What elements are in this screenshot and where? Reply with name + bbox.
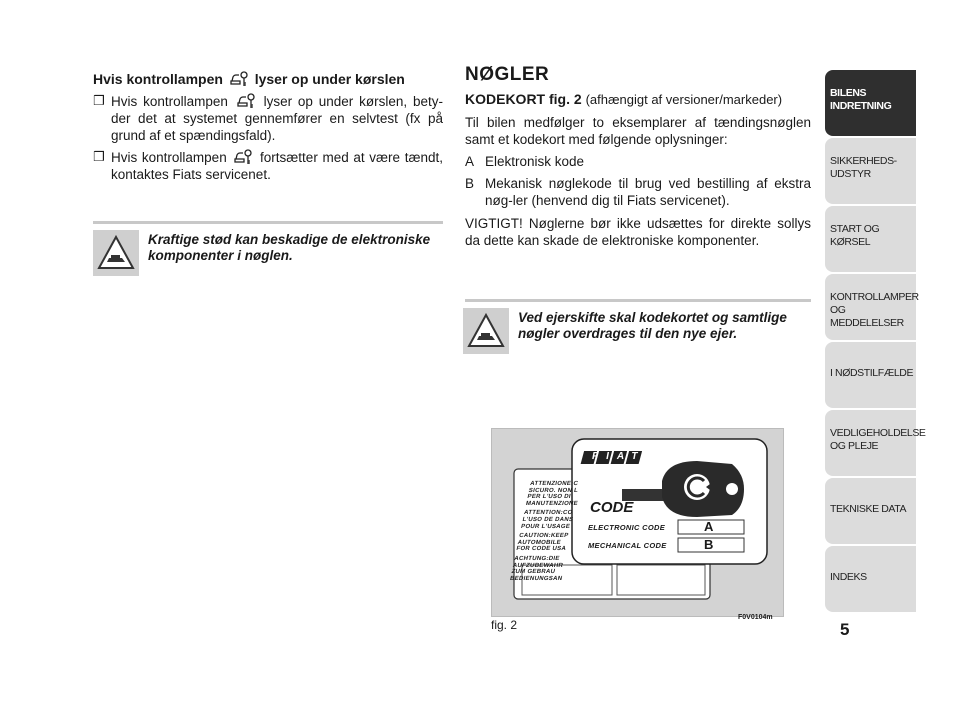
mechanical-code-label: MECHANICAL CODE [588,541,667,550]
section-heading: Hvis kontrollampen lyser op under kørslen [93,71,405,87]
subsection-heading: KODEKORT fig. 2 (afhængigt af versioner/markeder) [465,91,783,107]
fiat-logo-text: FIAT [592,451,646,462]
warning-triangle-icon [463,308,509,354]
list-item: ❒ Hvis kontrollampen lyser op under kørslen, bety-der det at systemet gennemfører en selvtest (fx på grund af et spændingsfald). [93,93,443,143]
tab-tekniske-data[interactable]: TEKNISKE DATA [825,478,916,544]
immobilizer-lamp-icon [229,70,249,88]
page-number: 5 [840,620,850,639]
card-warning-text: ATTENZIONE:C SICURO. NON L PER L'USO DI MANUTENZIONE ATTENTION:CO L'USO DE DANS POUR L'USAGE CAUTION:KEEP AUTOMOBILE FOR CODE USA ACHTUNG:DIE AUFZUBEWAHR ZUM GEBRAU BEDIENUNGSAN [509,481,579,582]
list-item: ❒ Hvis kontrollampen fortsætter med at være tændt, kontaktes Fiats servicenet. [93,149,443,182]
left-column [93,70,443,183]
section-title: NØGLER [465,64,550,85]
warning-triangle-icon [93,230,139,276]
code-heading: CODE [590,499,634,516]
code-card-figure [491,428,784,617]
tab-noedstilfaelde[interactable]: I NØDSTILFÆLDE [825,342,916,408]
tab-start-og-koersel[interactable]: START OG KØRSEL [825,206,916,272]
intro-paragraph: Til bilen medfølger to eksemplarer af tændingsnøglen samt et kodekort med følgende oplysninger: [465,115,811,147]
divider [465,299,811,302]
tab-kontrollamper[interactable]: KONTROLLAMPER OG MEDDELELSER [825,274,916,340]
electronic-code-value: A [704,519,714,534]
mechanical-code-value: B [704,537,714,552]
tab-sikkerhedsudstyr[interactable]: SIKKERHEDS- UDSTYR [825,138,916,204]
figure-caption: fig. 2 [491,618,518,632]
tab-indeks[interactable]: INDEKS [825,546,916,612]
tab-bilens-indretning[interactable]: BILENS INDRETNING [825,70,916,136]
divider [93,221,443,224]
immobilizer-lamp-icon [236,92,256,110]
electronic-code-label: ELECTRONIC CODE [588,523,666,532]
list-item: A Elektronisk kode [465,154,585,169]
warning-text: Kraftige stød kan beskadige de elektroniske komponenter i nøglen. [148,232,431,263]
important-paragraph: VIGTIGT! Nøglerne bør ikke udsættes for direkte sollys da dette kan skade de elektroniske komponenter. [465,216,811,248]
right-column [465,66,811,249]
figure-code: F0V0104m [738,614,773,621]
immobilizer-lamp-icon [233,148,253,166]
warning-text: Ved ejerskifte skal kodekortet og samtlige nøgler overdrages til den nye ejer. [518,310,787,341]
tab-vedligeholdelse[interactable]: VEDLIGEHOLDELSE OG PLEJE [825,410,916,476]
list-item: B Mekanisk nøglekode til brug ved bestilling af ekstra nøg-ler (henvend dig til Fiats servicenet). [465,176,811,208]
